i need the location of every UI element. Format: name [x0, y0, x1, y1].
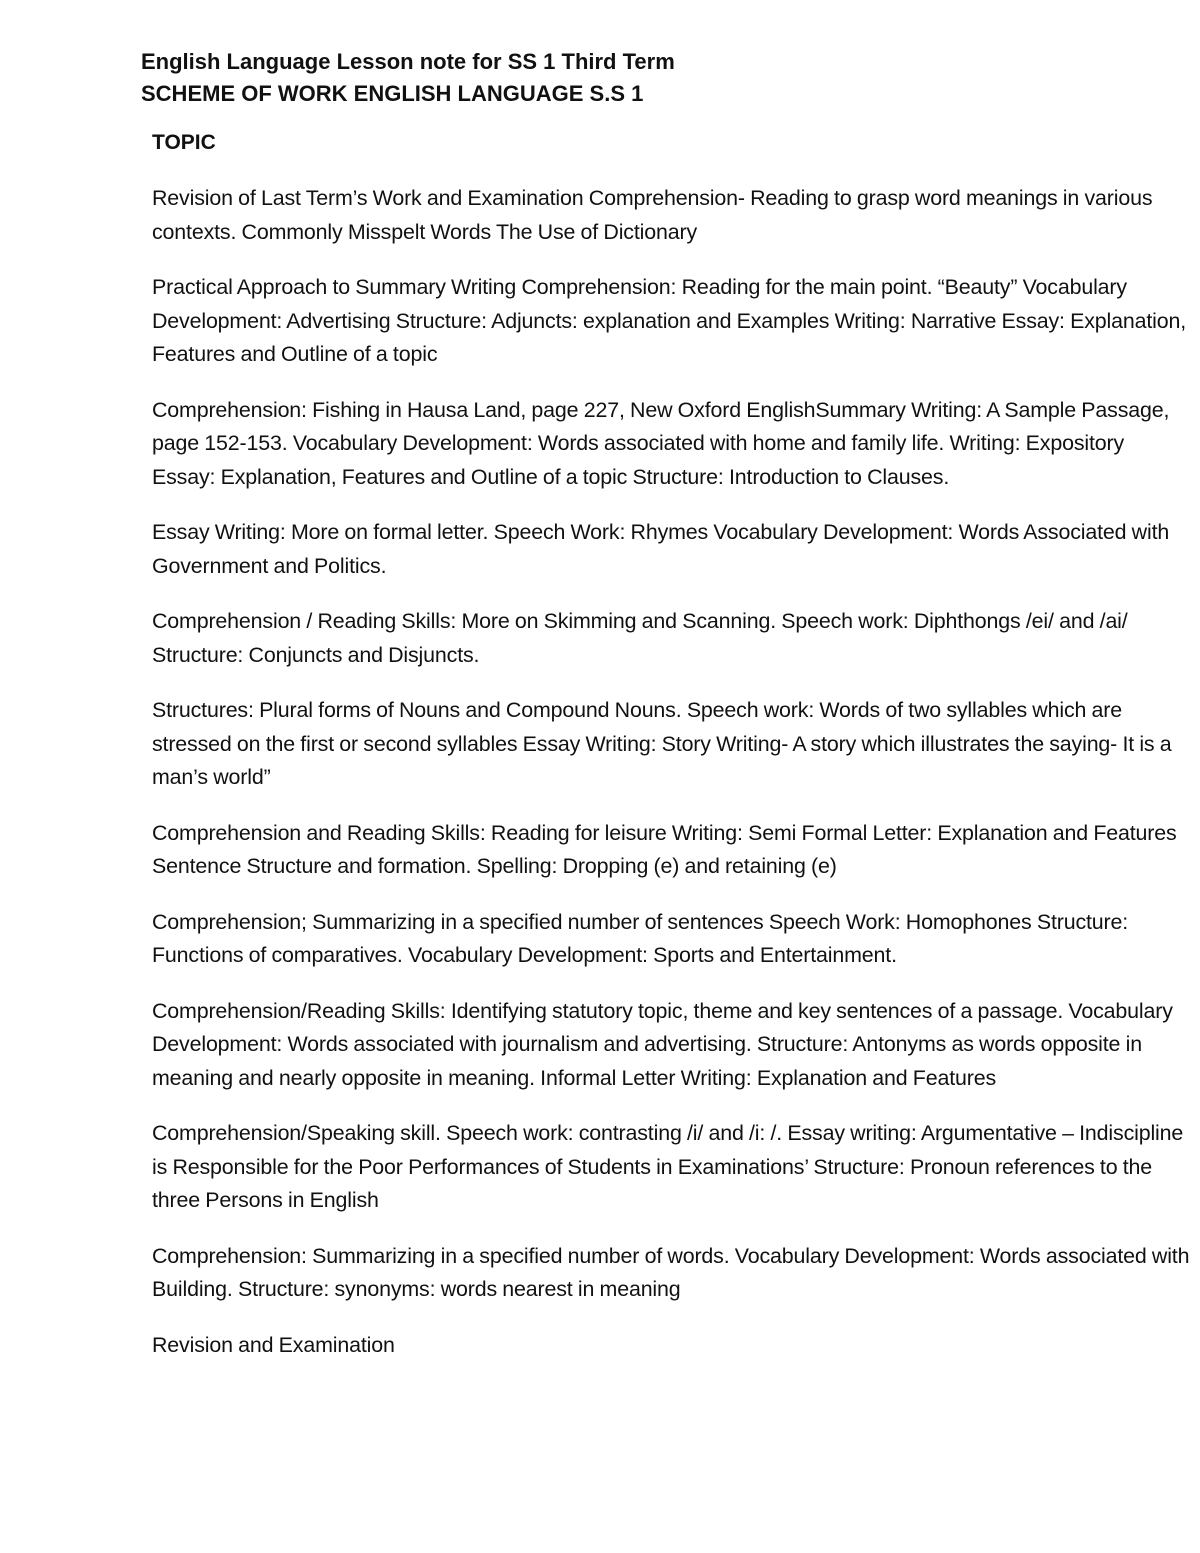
topic-item: Comprehension: Fishing in Hausa Land, page 227, New Oxford EnglishSummary Writing: A Sample Passage, page 152-153. Vocabulary Development: Words associated with home and family life. Writing: Expository Essay: Explanation, Features and Outline of a topic Structure: Introduction to Clauses. [152, 397, 1170, 489]
topic-item: Revision of Last Term’s Work and Examination Comprehension- Reading to grasp word meanings in various contexts. Commonly Misspelt Words The Use of Dictionary [152, 186, 1153, 244]
topic-item: Essay Writing: More on formal letter. Speech Work: Rhymes Vocabulary Development: Words Associated with Government and Politics. [152, 520, 1170, 578]
topic-item: Comprehension; Summarizing in a specified number of sentences Speech Work: Homophones Structure: Functions of comparatives. Vocabulary Development: Sports and Entertainment. [152, 909, 1129, 967]
topic-item: Comprehension: Summarizing in a specified number of words. Vocabulary Development: Words associated with Building. Structure: synonyms: words nearest in meaning [152, 1243, 1190, 1301]
topic-item: Comprehension and Reading Skills: Reading for leisure Writing: Semi Formal Letter: Explanation and Features Sentence Structure and formation. Spelling: Dropping (e) and retaining (e) [152, 820, 1177, 878]
document-body [152, 128, 1192, 1384]
topic-item: Practical Approach to Summary Writing Comprehension: Reading for the main point. “Beauty” Vocabulary Development: Advertising Structure: Adjuncts: explanation and Examples Writing: Narrative Essay: Explanation, Features and Outline of a topic [152, 275, 1187, 366]
topic-item: Comprehension/Reading Skills: Identifying statutory topic, theme and key sentences of a passage. Vocabulary Development: Words associated with journalism and advertising. Structure: Antonyms as words opposite in meaning and nearly opposite in meaning. Informal Letter Writing: Explanation and Features [152, 998, 1173, 1090]
document-header [141, 46, 1141, 110]
topic-item: Structures: Plural forms of Nouns and Compound Nouns. Speech work: Words of two syllables which are stressed on the first or second syllables Essay Writing: Story Writing- A story which illustrates the saying- It is a man’s world” [152, 698, 1172, 789]
topic-item: Comprehension/Speaking skill. Speech work: contrasting /i/ and /i: /. Essay writing: Argumentative – Indiscipline is Responsible for the Poor Performances of Students in Examinations’ Structure: Pronoun references to the three Persons in English [152, 1121, 1184, 1212]
document-title: English Language Lesson note for SS 1 Third Term [141, 49, 675, 74]
topic-item: Comprehension / Reading Skills: More on Skimming and Scanning. Speech work: Diphthongs /ei/ and /ai/ Structure: Conjuncts and Disjuncts. [152, 609, 1128, 667]
document-subtitle: SCHEME OF WORK ENGLISH LANGUAGE S.S 1 [141, 81, 644, 106]
topic-item: Revision and Examination [152, 1332, 395, 1357]
topic-heading: TOPIC [152, 131, 216, 154]
topic-list [152, 182, 1192, 1362]
